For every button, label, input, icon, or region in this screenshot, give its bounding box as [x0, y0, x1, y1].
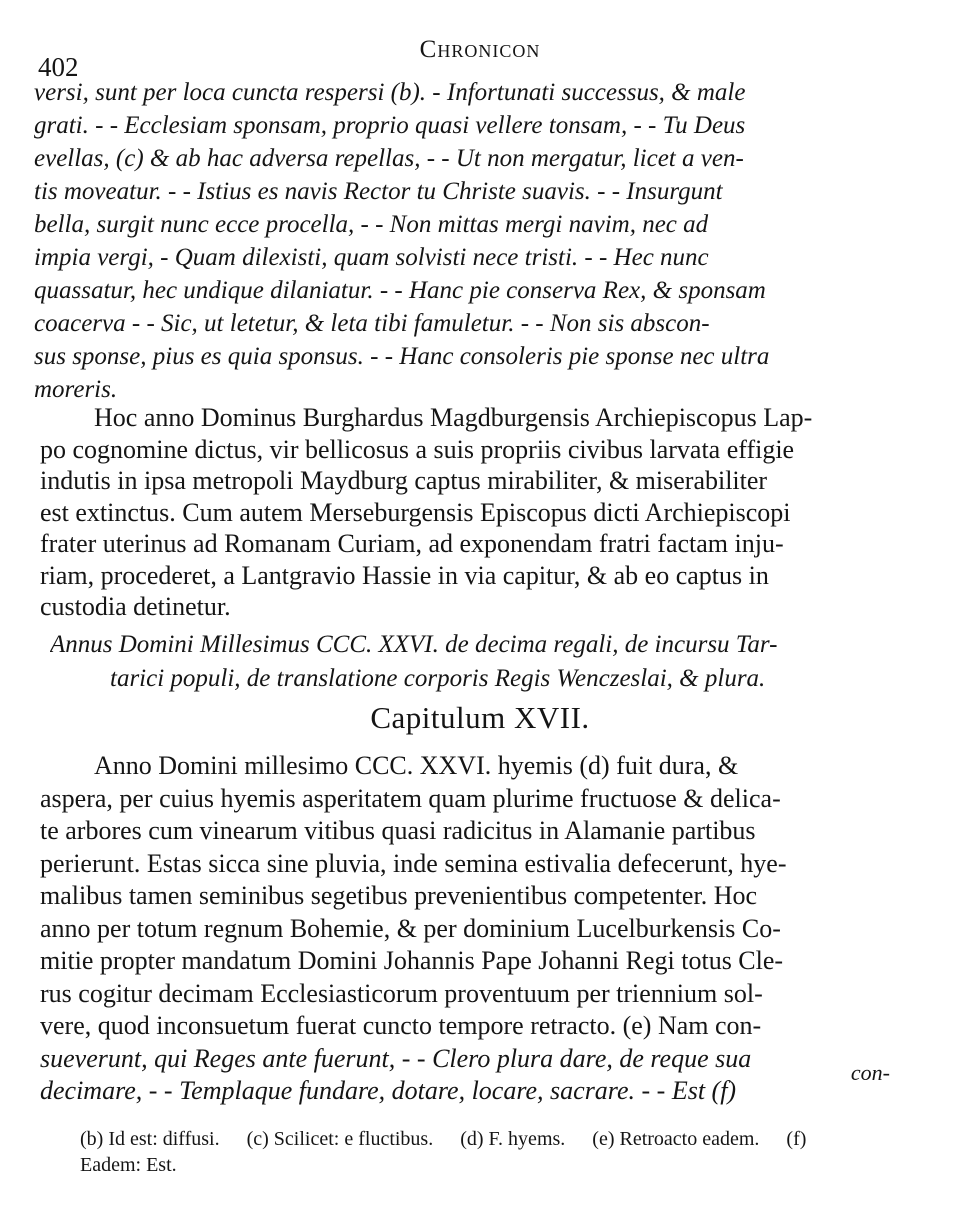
verse-line: bella, surgit nunc ecce procella, - - Non mittas mergi navim, nec ad — [34, 211, 709, 238]
footnote-line: Eadem: Est. — [80, 1154, 177, 1176]
verse-line: evellas, (c) & ab hac adversa repellas, - - Ut non mergatur, licet a ven- — [34, 145, 744, 172]
footnote-e: (e) Retroacto eadem. — [592, 1128, 760, 1150]
paragraph-line: rus cogitur decimam Ecclesiasticorum proventuum per triennium sol- — [40, 978, 763, 1008]
verse-line: versi, sunt per loca cuncta respersi (b). - Infortunati successus, & male — [34, 79, 746, 106]
paragraph-line: perierunt. Estas sicca sine pluvia, inde semina estivalia defecerunt, hye- — [40, 848, 787, 878]
verse-line: quassatur, hec undique dilaniatur. - - Hanc pie conserva Rex, & sponsam — [34, 277, 766, 304]
paragraph-line: riam, procederet, a Lantgravio Hassie in via capitur, & ab eo captus in — [40, 560, 769, 590]
footnote-d: (d) F. hyems. — [460, 1128, 566, 1150]
verse-line: grati. - - Ecclesiam sponsam, proprio quasi vellere tonsam, - - Tu Deus — [34, 112, 746, 139]
footnote-line — [80, 1126, 920, 1152]
paragraph-line: custodia detinetur. — [40, 592, 231, 621]
paragraph-line: decimare, - - Templaque fundare, dotare, locare, sacrare. - - Est (f) — [40, 1076, 737, 1105]
chapter-heading: Capitulum XVII. — [370, 700, 590, 735]
verse-line: coacerva - - Sic, ut letetur, & leta tibi famuletur. - - Non sis abscon- — [34, 310, 710, 337]
paragraph-burghardus — [40, 402, 920, 623]
paragraph-line: mitie propter mandatum Domini Johannis Pape Johanni Regi totus Cle- — [40, 946, 784, 975]
paragraph-line: sueverunt, qui Reges ante fuerunt, - - Clero plura dare, de reque sua — [40, 1043, 752, 1073]
verse-line: impia vergi, - Quam dilexisti, quam solvisti nece tristi. - - Hec nunc — [34, 244, 709, 271]
paragraph-line: Hoc anno Dominus Burghardus Magdburgensis Archiepiscopus Lap- — [94, 403, 813, 432]
catchword: con- — [850, 1060, 890, 1085]
paragraph-line: indutis in ipsa metropoli Maydburg captus mirabiliter, & miserabiliter — [40, 466, 768, 495]
verse-line: tis moveatur. - - Istius es navis Rector tu Christe suavis. - - Insurgunt — [34, 178, 723, 205]
verse-block — [34, 76, 914, 406]
paragraph-line: anno per totum regnum Bohemie, & per dominium Lucelburkensis Co- — [40, 913, 781, 943]
page-number: 402 — [38, 52, 79, 82]
paragraph-line: est extinctus. Cum autem Merseburgensis Episcopus dicti Archiepiscopi — [40, 497, 791, 527]
running-title: Chronicon — [419, 36, 541, 63]
summary-line: tarici populi, de translatione corporis Regis Wenczeslai, & plura. — [110, 665, 766, 692]
verse-line: moreris. — [34, 376, 118, 403]
paragraph-line: te arbores cum vinearum vitibus quasi radicitus in Alamanie partibus — [40, 816, 756, 845]
paragraph-anno-domini — [40, 750, 920, 1108]
paragraph-line: aspera, per cuius hyemis asperitatem quam plurime fructuose & delica- — [40, 783, 781, 813]
chapter-summary — [50, 628, 910, 696]
footnote-c: (c) Scilicet: e fluctibus. — [246, 1128, 434, 1150]
paragraph-line: malibus tamen seminibus segetibus prevenientibus competenter. Hoc — [40, 881, 758, 910]
paragraph-line: po cognomine dictus, vir bellicosus a suis propriis civibus larvata effigie — [40, 434, 795, 464]
summary-line: Annus Domini Millesimus CCC. XXVI. de decima regali, de incursu Tar- — [50, 631, 778, 658]
footnote-f-marker: (f) — [786, 1128, 807, 1150]
paragraph-line: vere, quod inconsuetum fuerat cuncto tempore retracto. (e) Nam con- — [40, 1011, 762, 1040]
footnote-b: (b) Id est: diffusi. — [80, 1128, 220, 1150]
paragraph-line: Anno Domini millesimo CCC. XXVI. hyemis (d) fuit dura, & — [94, 751, 739, 780]
paragraph-line: frater uterinus ad Romanam Curiam, ad exponendam fratri factam inju- — [40, 529, 784, 558]
footnotes — [80, 1126, 920, 1178]
verse-line: sus sponse, pius es quia sponsus. - - Hanc consoleris pie sponse nec ultra — [34, 343, 770, 370]
